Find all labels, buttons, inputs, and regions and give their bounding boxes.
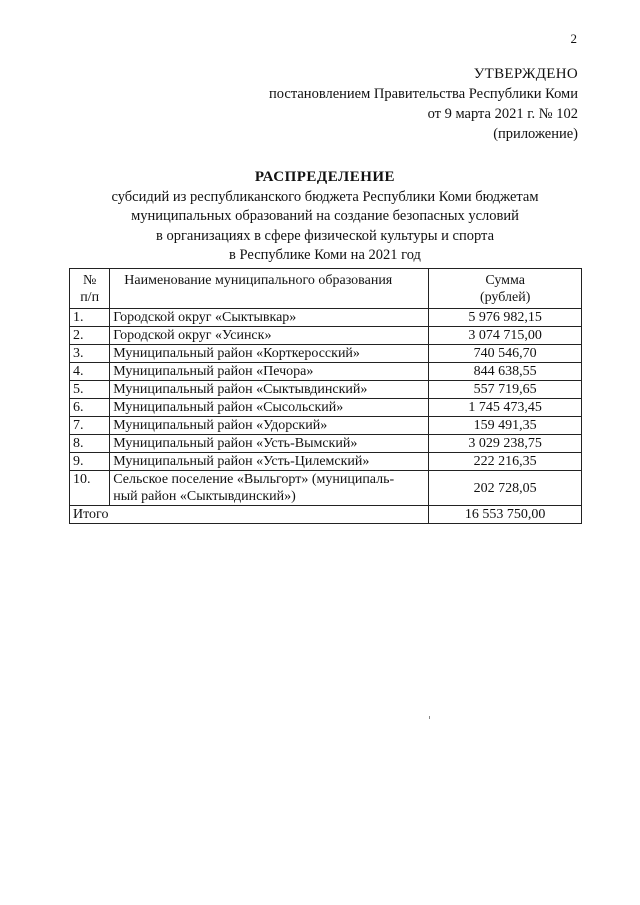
header-sum: Сумма (рублей) (429, 269, 582, 309)
row-sum: 159 491,35 (429, 417, 582, 435)
table-row (70, 327, 582, 345)
row-municipality: Муниципальный район «Печора» (110, 363, 429, 381)
row-number: 4. (70, 363, 110, 381)
approval-line-date: от 9 марта 2021 г. № 102 (427, 106, 578, 122)
table-total-row (70, 506, 582, 524)
row-municipality: Муниципальный район «Усть-Цилемский» (110, 453, 429, 471)
row-sum: 1 745 473,45 (429, 399, 582, 417)
distribution-table (69, 268, 582, 524)
approval-line-appendix: (приложение) (493, 126, 578, 142)
table-row (70, 435, 582, 453)
row-number: 8. (70, 435, 110, 453)
row-number: 6. (70, 399, 110, 417)
row-sum: 3 074 715,00 (429, 327, 582, 345)
row-sum: 3 029 238,75 (429, 435, 582, 453)
table-row (70, 399, 582, 417)
row-number: 9. (70, 453, 110, 471)
table-row (70, 345, 582, 363)
document-subtitle-line-1: субсидий из республиканского бюджета Республики Коми бюджетам (111, 188, 539, 205)
table-row (70, 363, 582, 381)
approved-heading: УТВЕРЖДЕНО (473, 66, 578, 82)
row-number: 7. (70, 417, 110, 435)
row-municipality: Муниципальный район «Усть-Вымский» (110, 435, 429, 453)
row-municipality: Муниципальный район «Корткеросский» (110, 345, 429, 363)
row-sum: 5 976 982,15 (429, 309, 582, 327)
row-municipality: Городской округ «Сыктывкар» (110, 309, 429, 327)
document-subtitle-line-3: в организациях в сфере физической культуры и спорта (155, 227, 495, 244)
table-row (70, 453, 582, 471)
table-header-row (70, 269, 582, 309)
total-sum: 16 553 750,00 (429, 506, 582, 524)
document-subtitle-line-4: в Республике Коми на 2021 год (229, 247, 421, 263)
page-number: 2 (570, 31, 577, 46)
row-number: 2. (70, 327, 110, 345)
row-number: 10. (70, 471, 110, 506)
approval-line-decree: постановлением Правительства Республики Коми (269, 86, 578, 102)
row-sum: 740 546,70 (429, 345, 582, 363)
document-subtitle-line-2: муниципальных образований на создание безопасных условий (131, 208, 519, 224)
row-sum: 222 216,35 (429, 453, 582, 471)
row-municipality: Муниципальный район «Удорский» (110, 417, 429, 435)
row-number: 3. (70, 345, 110, 363)
approval-stamp-block (269, 64, 578, 144)
table-row (70, 417, 582, 435)
document-title-block (70, 168, 580, 266)
table-row (70, 309, 582, 327)
header-municipality-name: Наименование муниципального образования (110, 269, 429, 309)
table-row (70, 381, 582, 399)
row-municipality: Муниципальный район «Сысольский» (110, 399, 429, 417)
scan-speck (429, 716, 430, 719)
total-label: Итого (70, 506, 429, 524)
document-title: РАСПРЕДЕЛЕНИЕ (254, 169, 396, 185)
row-municipality: Сельское поселение «Выльгорт» (муниципаль- ный район «Сыктывдинский») (110, 471, 429, 506)
table-row (70, 471, 582, 506)
row-municipality: Муниципальный район «Сыктывдинский» (110, 381, 429, 399)
row-number: 1. (70, 309, 110, 327)
row-sum: 557 719,65 (429, 381, 582, 399)
header-number: № п/п (70, 269, 110, 309)
row-sum: 202 728,05 (429, 471, 582, 506)
row-number: 5. (70, 381, 110, 399)
row-sum: 844 638,55 (429, 363, 582, 381)
row-municipality: Городской округ «Усинск» (110, 327, 429, 345)
